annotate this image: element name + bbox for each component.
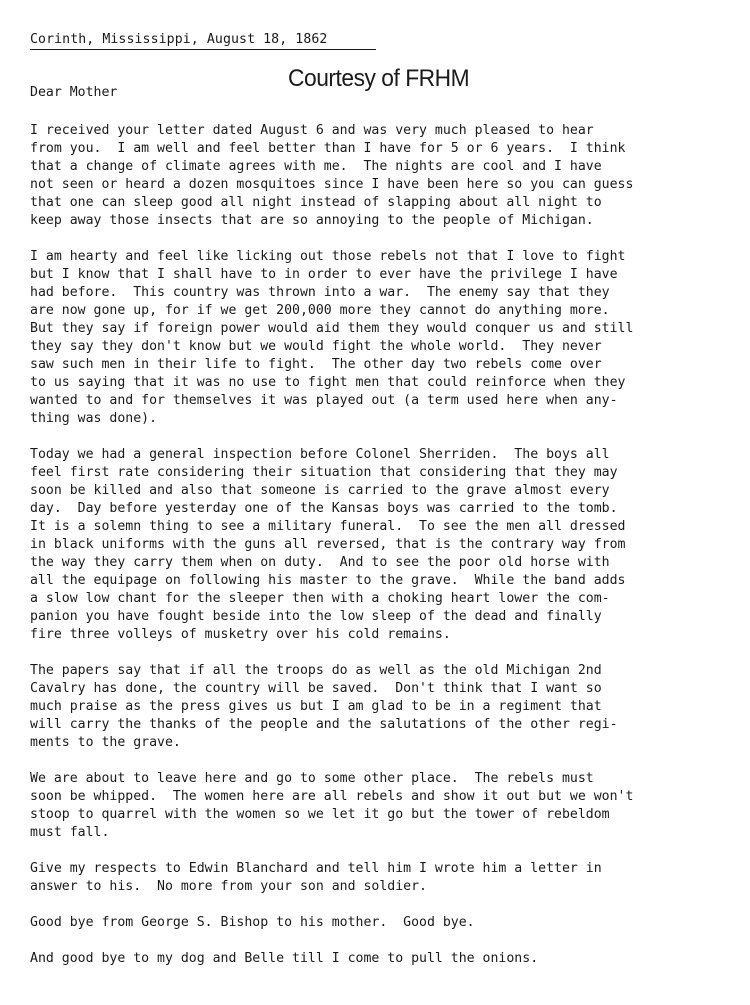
text-line: Today we had a general inspection before Colonel Sherriden. The boys all [30, 447, 610, 462]
text-line: feel first rate considering their situation that considering that they may [30, 465, 618, 480]
text-line: day. Day before yesterday one of the Kansas boys was carried to the tomb. [30, 501, 618, 516]
paragraph [30, 446, 740, 644]
text-line: I am hearty and feel like licking out those rebels not that I love to fight [30, 249, 626, 264]
text-line: the way they carry them when on duty. And to see the poor old horse with [30, 555, 610, 570]
text-line: answer to his. No more from your son and soldier. [30, 879, 427, 894]
text-line: We are about to leave here and go to some other place. The rebels must [30, 771, 594, 786]
text-line: keep away those insects that are so annoying to the people of Michigan. [30, 213, 594, 228]
text-line: had before. This country was thrown into a war. The enemy say that they [30, 285, 610, 300]
text-line: fire three volleys of musketry over his cold remains. [30, 627, 451, 642]
paragraph [30, 860, 740, 896]
dateline: Corinth, Mississippi, August 18, 1862 [30, 32, 328, 47]
paragraph [30, 122, 740, 230]
letter-body [30, 122, 740, 986]
text-line: to us saying that it was no use to fight men that could reinforce when they [30, 375, 626, 390]
text-line: must fall. [30, 825, 110, 840]
text-line: soon be whipped. The women here are all rebels and show it out but we won't [30, 789, 634, 804]
text-line: are now gone up, for if we get 200,000 more they cannot do anything more. [30, 303, 610, 318]
paragraph [30, 950, 740, 968]
text-line: Give my respects to Edwin Blanchard and tell him I wrote him a letter in [30, 861, 602, 876]
text-line: But they say if foreign power would aid them they would conquer us and still [30, 321, 634, 336]
text-line: but I know that I shall have to in order to ever have the privilege I have [30, 267, 618, 282]
paragraph [30, 248, 740, 428]
text-line: wanted to and for themselves it was played out (a term used here when any- [30, 393, 618, 408]
text-line: not seen or heard a dozen mosquitoes since I have been here so you can guess [30, 177, 634, 192]
text-line: that one can sleep good all night instead of slapping about all night to [30, 195, 602, 210]
text-line: much praise as the press gives us but I am glad to be in a regiment that [30, 699, 602, 714]
text-line: I received your letter dated August 6 and was very much pleased to hear [30, 123, 594, 138]
text-line: thing was done). [30, 411, 158, 426]
text-line: saw such men in their life to fight. The other day two rebels come over [30, 357, 602, 372]
text-line: they say they don't know but we would fight the whole world. They never [30, 339, 602, 354]
text-line: It is a solemn thing to see a military funeral. To see the men all dressed [30, 519, 626, 534]
text-line: Good bye from George S. Bishop to his mother. Good bye. [30, 915, 475, 930]
text-line: stoop to quarrel with the women so we let it go but the tower of rebeldom [30, 807, 610, 822]
text-line: Cavalry has done, the country will be saved. Don't think that I want so [30, 681, 602, 696]
text-line: ments to the grave. [30, 735, 181, 750]
paragraph [30, 770, 740, 842]
text-line: And good bye to my dog and Belle till I come to pull the onions. [30, 951, 539, 966]
paragraph [30, 662, 740, 752]
text-line: a slow low chant for the sleeper then with a choking heart lower the com- [30, 591, 610, 606]
courtesy-watermark: Courtesy of FRHM [288, 65, 470, 92]
text-line: from you. I am well and feel better than I have for 5 or 6 years. I think [30, 141, 626, 156]
text-line: all the equipage on following his master to the grave. While the band adds [30, 573, 626, 588]
text-line: will carry the thanks of the people and the salutations of the other regi- [30, 717, 618, 732]
paragraph [30, 914, 740, 932]
text-line: in black uniforms with the guns all reversed, that is the contrary way from [30, 537, 626, 552]
dateline-underline [30, 49, 376, 50]
salutation: Dear Mother [30, 85, 118, 100]
text-line: soon be killed and also that someone is carried to the grave almost every [30, 483, 610, 498]
text-line: The papers say that if all the troops do as well as the old Michigan 2nd [30, 663, 602, 678]
text-line: that a change of climate agrees with me. The nights are cool and I have [30, 159, 602, 174]
text-line: panion you have fought beside into the low sleep of the dead and finally [30, 609, 602, 624]
